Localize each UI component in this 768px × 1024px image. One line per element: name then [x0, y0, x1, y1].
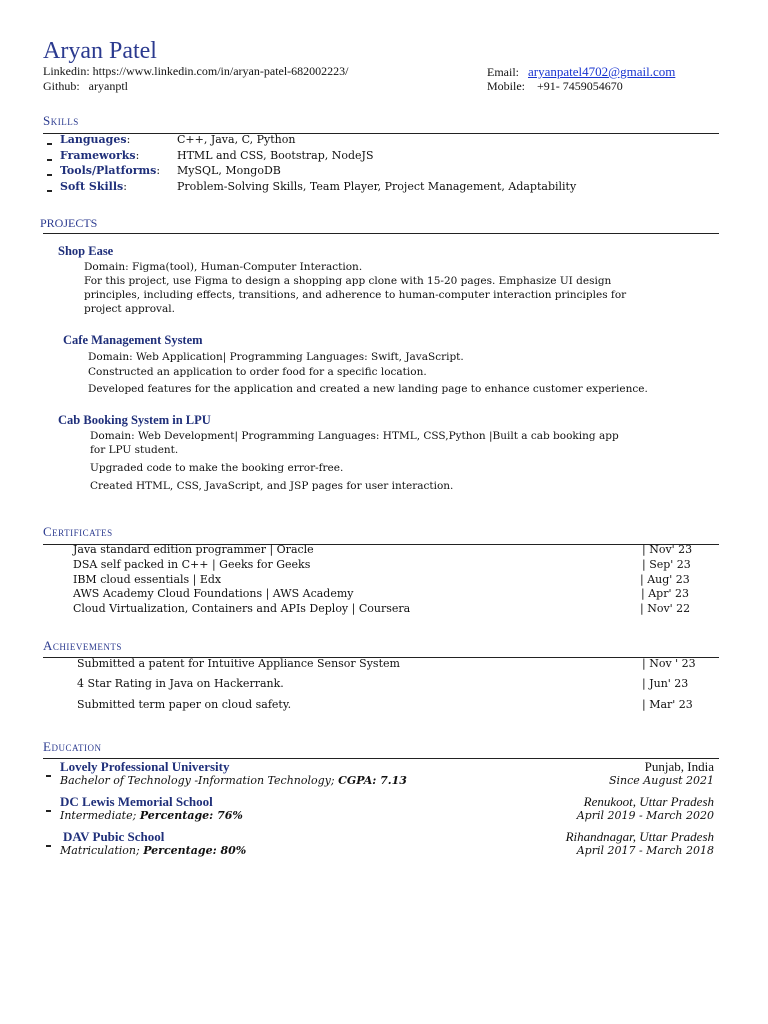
- github-line: [43, 79, 128, 94]
- project-line: Domain: Web Application| Programming Languages: Swift, JavaScript.: [88, 351, 464, 363]
- school-name: Lovely Professional University: [60, 759, 230, 774]
- achievement-text: 4 Star Rating in Java on Hackerrank.: [77, 677, 284, 690]
- school-location: Rihandnagar, Uttar Pradesh: [565, 829, 714, 844]
- certificate-text: Cloud Virtualization, Containers and APIs Deploy | Coursera: [73, 602, 411, 615]
- github-label: Github:: [43, 79, 80, 93]
- education-bullet: [46, 845, 51, 847]
- skill-label: Tools/Platforms:: [60, 164, 161, 177]
- project-title: Shop Ease: [58, 244, 114, 258]
- certificate-date: | Nov' 22: [640, 602, 691, 615]
- project-line: principles, including effects, transitions, and adherence to human-computer interaction principles for: [84, 289, 627, 301]
- certificate-text: AWS Academy Cloud Foundations | AWS Academy: [73, 587, 354, 600]
- education-period: April 2017 - March 2018: [576, 844, 714, 857]
- linkedin-url[interactable]: https://www.linkedin.com/in/aryan-patel-682002223/: [92, 64, 349, 78]
- linkedin-line: [43, 64, 349, 79]
- achievement-text: Submitted a patent for Intuitive Appliance Sensor System: [77, 657, 400, 670]
- skill-bullet: [47, 174, 52, 176]
- project-line: Developed features for the application and created a new landing page to enhance customer experience.: [88, 383, 648, 395]
- email-link[interactable]: aryanpatel4702@gmail.com: [528, 64, 676, 79]
- degree-line: Intermediate; Percentage: 76%: [60, 809, 243, 822]
- certificate-date: | Aug' 23: [640, 573, 690, 586]
- skill-value: HTML and CSS, Bootstrap, NodeJS: [177, 149, 374, 162]
- school-location: Punjab, India: [644, 759, 714, 774]
- certificate-date: | Sep' 23: [642, 558, 691, 571]
- education-period: April 2019 - March 2020: [576, 809, 714, 822]
- school-location: Renukoot, Uttar Pradesh: [583, 794, 714, 809]
- certificate-date: | Apr' 23: [641, 587, 689, 600]
- mobile-line: [487, 79, 623, 94]
- degree-line: Bachelor of Technology -Information Technology; CGPA: 7.13: [60, 774, 407, 787]
- school-name: DC Lewis Memorial School: [60, 794, 213, 809]
- project-line: Domain: Web Development| Programming Languages: HTML, CSS,Python |Built a cab booking app: [90, 430, 619, 442]
- resume-name: Aryan Patel: [43, 38, 157, 64]
- education-bullet: [46, 775, 51, 777]
- education-bullet: [46, 810, 51, 812]
- certificates-heading: Certificates: [43, 524, 113, 539]
- project-line: project approval.: [84, 303, 175, 315]
- skills-rule: [43, 133, 719, 134]
- education-period: Since August 2021: [608, 774, 714, 787]
- skill-bullet: [47, 143, 52, 145]
- skills-heading: Skills: [43, 113, 79, 128]
- degree-line: Matriculation; Percentage: 80%: [60, 844, 247, 857]
- mobile-label: Mobile:: [487, 79, 525, 93]
- certificate-text: IBM cloud essentials | Edx: [73, 573, 222, 586]
- github-value[interactable]: aryanptl: [88, 79, 128, 93]
- project-line: for LPU student.: [90, 444, 179, 456]
- achievements-heading: Achievements: [43, 638, 122, 653]
- skill-value: MySQL, MongoDB: [177, 164, 281, 177]
- certificate-text: Java standard edition programmer | Oracle: [73, 543, 314, 556]
- skill-bullet: [47, 159, 52, 161]
- school-name: DAV Pubic School: [63, 829, 165, 844]
- skill-label: Soft Skills:: [60, 180, 127, 193]
- certificate-date: | Nov' 23: [642, 543, 693, 556]
- project-title: Cab Booking System in LPU: [58, 413, 211, 427]
- email-label: Email:: [487, 65, 519, 79]
- projects-rule: [43, 233, 719, 234]
- achievement-date: | Jun' 23: [642, 677, 689, 690]
- projects-heading: PROJECTS: [40, 216, 98, 230]
- project-line: Domain: Figma(tool), Human-Computer Interaction.: [84, 261, 363, 273]
- skill-value: Problem-Solving Skills, Team Player, Project Management, Adaptability: [177, 180, 577, 193]
- achievement-text: Submitted term paper on cloud safety.: [77, 698, 292, 711]
- email-line: [487, 64, 675, 80]
- skill-bullet: [47, 190, 52, 192]
- project-line: Upgraded code to make the booking error-free.: [90, 462, 344, 474]
- skill-value: C++, Java, C, Python: [177, 133, 296, 146]
- project-line: For this project, use Figma to design a shopping app clone with 15-20 pages. Emphasize UI design: [84, 275, 612, 287]
- mobile-value: +91- 7459054670: [537, 79, 623, 93]
- achievement-date: | Nov ' 23: [642, 657, 696, 670]
- skill-label: Frameworks:: [60, 149, 140, 162]
- project-title: Cafe Management System: [63, 333, 203, 347]
- certificate-text: DSA self packed in C++ | Geeks for Geeks: [73, 558, 311, 571]
- skill-label: Languages:: [60, 133, 131, 146]
- project-line: Constructed an application to order food for a specific location.: [88, 366, 427, 378]
- project-line: Created HTML, CSS, JavaScript, and JSP pages for user interaction.: [90, 480, 454, 492]
- education-heading: Education: [43, 739, 102, 754]
- achievement-date: | Mar' 23: [642, 698, 693, 711]
- linkedin-label: Linkedin:: [43, 64, 90, 78]
